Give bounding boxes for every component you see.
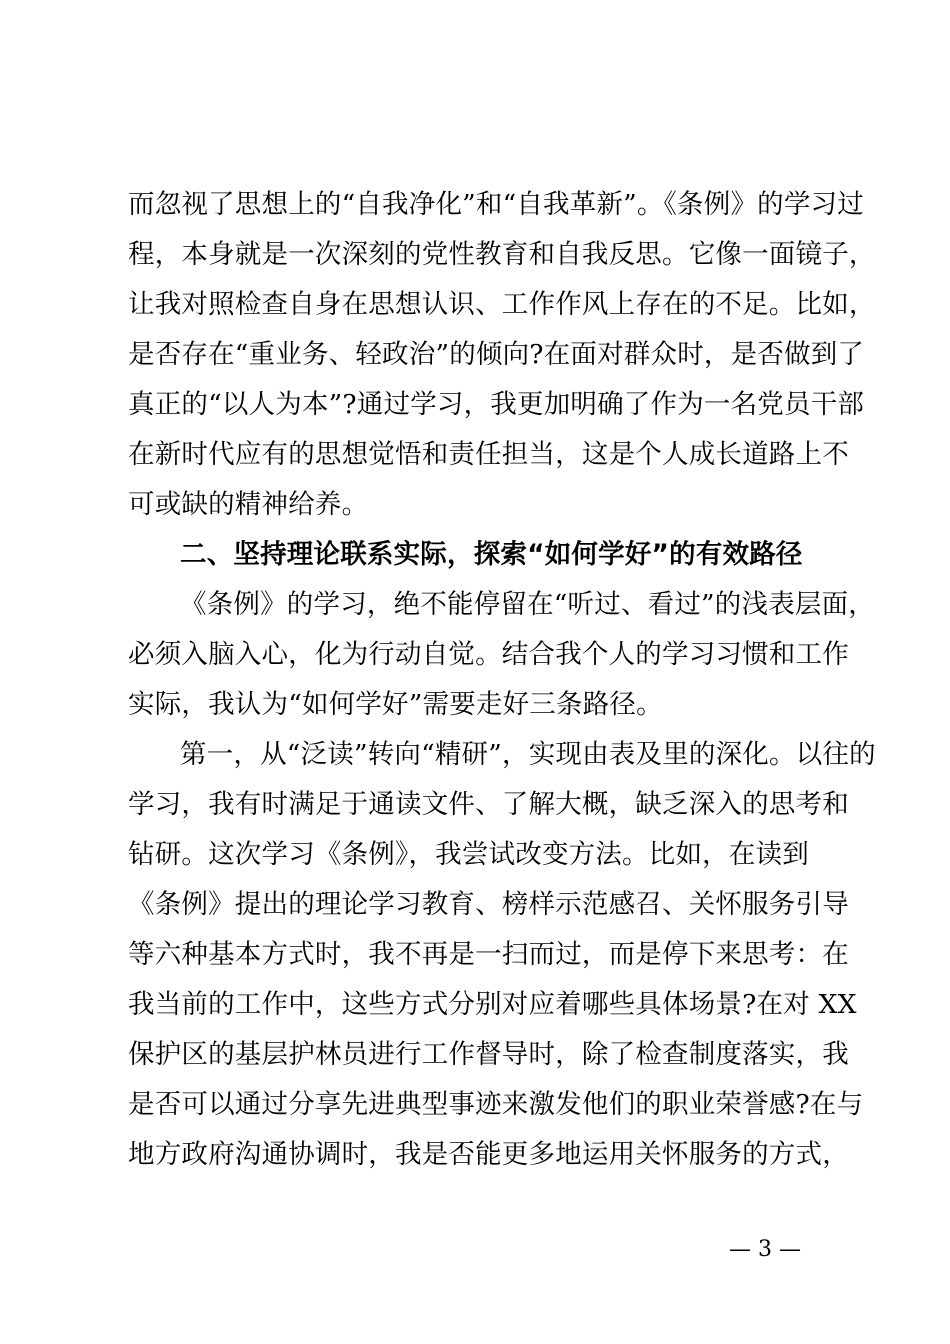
paragraph-first-line: 《条例》的学习，绝不能停留在“听过、看过”的浅表层面，: [180, 589, 875, 620]
body-text-line: 钻研。这次学习《条例》，我尝试改变方法。比如，在读到: [128, 839, 809, 870]
body-text-line: 学习，我有时满足于通读文件、了解大概，缺乏深入的思考和: [128, 789, 849, 820]
body-text-line: 必须入脑入心，化为行动自觉。结合我个人的学习习惯和工作: [128, 639, 849, 670]
body-text-line: 保护区的基层护林员进行工作督导时，除了检查制度落实，我: [128, 1039, 849, 1070]
body-text-line: 是否可以通过分享先进典型事迹来激发他们的职业荣誉感?在与: [128, 1089, 864, 1120]
body-text-line: 地方政府沟通协调时，我是否能更多地运用关怀服务的方式，: [128, 1139, 849, 1170]
body-text-line: 可或缺的精神给养。: [128, 489, 369, 520]
body-text-line: 程，本身就是一次深刻的党性教育和自我反思。它像一面镜子，: [128, 239, 876, 270]
body-text-line: 而忽视了思想上的“自我净化”和“自我革新”。《条例》的学习过: [128, 189, 864, 220]
body-text-line: 是否存在“重业务、轻政治”的倾向?在面对群众时，是否做到了: [128, 339, 865, 370]
body-text-line: 让我对照检查自身在思想认识、工作作风上存在的不足。比如，: [128, 289, 876, 320]
body-text-line: 我当前的工作中，这些方式分别对应着哪些具体场景?在对 XX: [128, 989, 857, 1020]
body-text-line: 等六种基本方式时，我不再是一扫而过，而是停下来思考：在: [128, 939, 849, 970]
body-text-line: 实际，我认为“如何学好”需要走好三条路径。: [128, 689, 663, 720]
body-text-line: 《条例》提出的理论学习教育、榜样示范感召、关怀服务引导: [128, 889, 849, 920]
body-text-line: 真正的“以人为本”?通过学习，我更加明确了作为一名党员干部: [128, 389, 865, 420]
paragraph-first-line: 第一，从“泛读”转向“精研”，实现由表及里的深化。以往的: [180, 739, 876, 770]
body-text-line: 在新时代应有的思想觉悟和责任担当，这是个人成长道路上不: [128, 439, 849, 470]
page-number: — 3 —: [729, 1237, 801, 1262]
section-heading: 二、坚持理论联系实际，探索“如何学好”的有效路径: [180, 539, 803, 570]
